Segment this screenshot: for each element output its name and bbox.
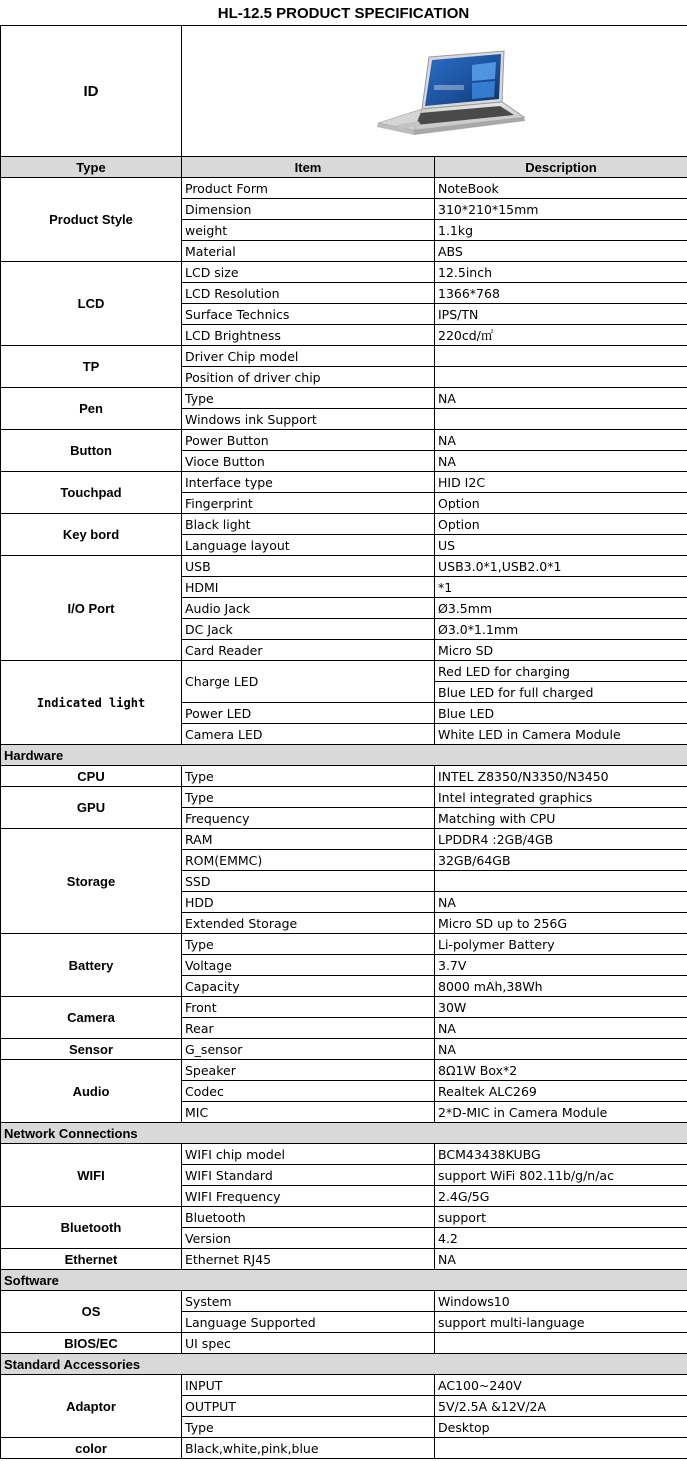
description-cell: Li-polymer Battery [435,934,687,955]
description-cell: NA [435,1249,687,1270]
table-row [1,1291,687,1312]
description-cell: support multi-language [435,1312,687,1333]
description-cell [435,409,687,430]
table-row [1,262,687,283]
description-cell: White LED in Camera Module [435,724,687,745]
description-cell: support [435,1207,687,1228]
description-cell: 32GB/64GB [435,850,687,871]
type-cell: CPU [1,766,182,787]
type-cell: Touchpad [1,472,182,514]
item-cell: Black light [182,514,435,535]
description-cell [435,1333,687,1354]
item-cell: Interface type [182,472,435,493]
header-item: Item [182,157,435,178]
section-header [1,1123,687,1144]
item-cell: UI spec [182,1333,435,1354]
description-cell: Micro SD up to 256G [435,913,687,934]
description-cell: HID I2C [435,472,687,493]
item-cell: Extended Storage [182,913,435,934]
type-cell: Bluetooth [1,1207,182,1249]
item-cell: LCD Resolution [182,283,435,304]
item-cell: Charge LED [182,661,435,703]
table-row [1,787,687,808]
item-cell: Language layout [182,535,435,556]
description-cell: 8000 mAh,38Wh [435,976,687,997]
description-cell: BCM43438KUBG [435,1144,687,1165]
table-row [1,1060,687,1081]
description-cell: LPDDR4 :2GB/4GB [435,829,687,850]
description-cell: Windows10 [435,1291,687,1312]
table-row [1,472,687,493]
item-cell: Type [182,934,435,955]
type-cell: Audio [1,1060,182,1123]
type-cell: Button [1,430,182,472]
item-cell: Power Button [182,430,435,451]
type-cell: GPU [1,787,182,829]
item-cell: Version [182,1228,435,1249]
id-row [1,26,687,157]
description-cell: Micro SD [435,640,687,661]
description-cell: Option [435,493,687,514]
item-cell: Black,white,pink,blue [182,1438,435,1459]
description-cell [435,367,687,388]
description-cell: Intel integrated graphics [435,787,687,808]
product-image-cell [182,26,687,157]
description-cell [435,871,687,892]
type-cell: I/O Port [1,556,182,661]
item-cell: Type [182,766,435,787]
item-cell: MIC [182,1102,435,1123]
description-cell: 3.7V [435,955,687,976]
item-cell: Frequency [182,808,435,829]
description-cell: 12.5inch [435,262,687,283]
item-cell: Ethernet RJ45 [182,1249,435,1270]
item-cell: Dimension [182,199,435,220]
type-cell: Sensor [1,1039,182,1060]
item-cell: Material [182,241,435,262]
item-cell: System [182,1291,435,1312]
item-cell: Audio Jack [182,598,435,619]
item-cell: Windows ink Support [182,409,435,430]
description-cell: 1.1kg [435,220,687,241]
type-cell: Battery [1,934,182,997]
header-description: Description [435,157,687,178]
item-cell: Position of driver chip [182,367,435,388]
type-cell: Key bord [1,514,182,556]
table-row [1,1333,687,1354]
table-header [1,157,687,178]
item-cell: WIFI Standard [182,1165,435,1186]
item-cell: G_sensor [182,1039,435,1060]
description-cell: NoteBook [435,178,687,199]
type-cell: color [1,1438,182,1459]
section-label: Hardware [1,745,687,766]
item-cell: weight [182,220,435,241]
item-cell: Camera LED [182,724,435,745]
table-row [1,1375,687,1396]
description-cell: Realtek ALC269 [435,1081,687,1102]
item-cell: Product Form [182,178,435,199]
type-cell: LCD [1,262,182,346]
section-label: Software [1,1270,687,1291]
description-cell: 1366*768 [435,283,687,304]
item-cell: Codec [182,1081,435,1102]
description-cell: NA [435,1018,687,1039]
description-cell: Red LED for charging [435,661,687,682]
description-cell: Option [435,514,687,535]
type-cell: Adaptor [1,1375,182,1438]
item-cell: Capacity [182,976,435,997]
description-cell: AC100~240V [435,1375,687,1396]
item-cell: Speaker [182,1060,435,1081]
table-row [1,346,687,367]
description-cell: Matching with CPU [435,808,687,829]
table-row [1,1249,687,1270]
item-cell: LCD size [182,262,435,283]
item-cell: RAM [182,829,435,850]
spec-table [0,25,687,1459]
description-cell: Blue LED [435,703,687,724]
section-header [1,1270,687,1291]
description-cell: 220cd/㎡ [435,325,687,346]
item-cell: WIFI chip model [182,1144,435,1165]
description-cell: *1 [435,577,687,598]
description-cell: 30W [435,997,687,1018]
type-cell: WIFI [1,1144,182,1207]
item-cell: SSD [182,871,435,892]
table-row [1,997,687,1018]
description-cell: IPS/TN [435,304,687,325]
item-cell: Language Supported [182,1312,435,1333]
item-cell: HDMI [182,577,435,598]
table-row [1,514,687,535]
page-title: HL-12.5 PRODUCT SPECIFICATION [217,5,470,22]
description-cell: Ø3.5mm [435,598,687,619]
item-cell: Front [182,997,435,1018]
type-cell: Storage [1,829,182,934]
item-cell: ROM(EMMC) [182,850,435,871]
item-cell: Voltage [182,955,435,976]
description-cell [435,346,687,367]
description-cell: NA [435,430,687,451]
item-cell: DC Jack [182,619,435,640]
description-cell: Blue LED for full charged [435,682,687,703]
item-cell: Surface Technics [182,304,435,325]
table-row [1,1438,687,1459]
item-cell: HDD [182,892,435,913]
header-type: Type [1,157,182,178]
table-row [1,430,687,451]
item-cell: Type [182,388,435,409]
type-cell: Ethernet [1,1249,182,1270]
type-cell: Indicated light [1,661,182,745]
description-cell: NA [435,451,687,472]
description-cell: NA [435,1039,687,1060]
item-cell: INPUT [182,1375,435,1396]
description-cell: ABS [435,241,687,262]
description-cell: USB3.0*1,USB2.0*1 [435,556,687,577]
type-cell: BIOS/EC [1,1333,182,1354]
item-cell: Power LED [182,703,435,724]
table-row [1,1039,687,1060]
table-row [1,178,687,199]
item-cell: Rear [182,1018,435,1039]
type-cell: Product Style [1,178,182,262]
table-row [1,1207,687,1228]
section-label: Network Connections [1,1123,687,1144]
description-cell: Ø3.0*1.1mm [435,619,687,640]
type-cell: OS [1,1291,182,1333]
table-row [1,556,687,577]
item-cell: Driver Chip model [182,346,435,367]
description-cell: NA [435,388,687,409]
table-row [1,661,687,682]
section-header [1,745,687,766]
description-cell: INTEL Z8350/N3350/N3450 [435,766,687,787]
description-cell: 4.2 [435,1228,687,1249]
description-cell: 2*D-MIC in Camera Module [435,1102,687,1123]
description-cell: 8Ω1W Box*2 [435,1060,687,1081]
table-row [1,388,687,409]
item-cell: Fingerprint [182,493,435,514]
item-cell: Bluetooth [182,1207,435,1228]
description-cell: NA [435,892,687,913]
description-cell: 2.4G/5G [435,1186,687,1207]
item-cell: Type [182,1417,435,1438]
section-label: Standard Accessories [1,1354,687,1375]
description-cell: 5V/2.5A &12V/2A [435,1396,687,1417]
item-cell: WIFI Frequency [182,1186,435,1207]
item-cell: LCD Brightness [182,325,435,346]
description-cell: US [435,535,687,556]
description-cell: 310*210*15mm [435,199,687,220]
description-cell: Desktop [435,1417,687,1438]
item-cell: Vioce Button [182,451,435,472]
type-cell: Camera [1,997,182,1039]
table-row [1,1144,687,1165]
type-cell: TP [1,346,182,388]
section-header [1,1354,687,1375]
id-label: ID [1,26,182,157]
laptop-image [182,27,687,156]
description-cell: support WiFi 802.11b/g/n/ac [435,1165,687,1186]
table-row [1,829,687,850]
item-cell: USB [182,556,435,577]
item-cell: OUTPUT [182,1396,435,1417]
table-row [1,766,687,787]
item-cell: Card Reader [182,640,435,661]
item-cell: Type [182,787,435,808]
table-row [1,934,687,955]
description-cell [435,1438,687,1459]
type-cell: Pen [1,388,182,430]
